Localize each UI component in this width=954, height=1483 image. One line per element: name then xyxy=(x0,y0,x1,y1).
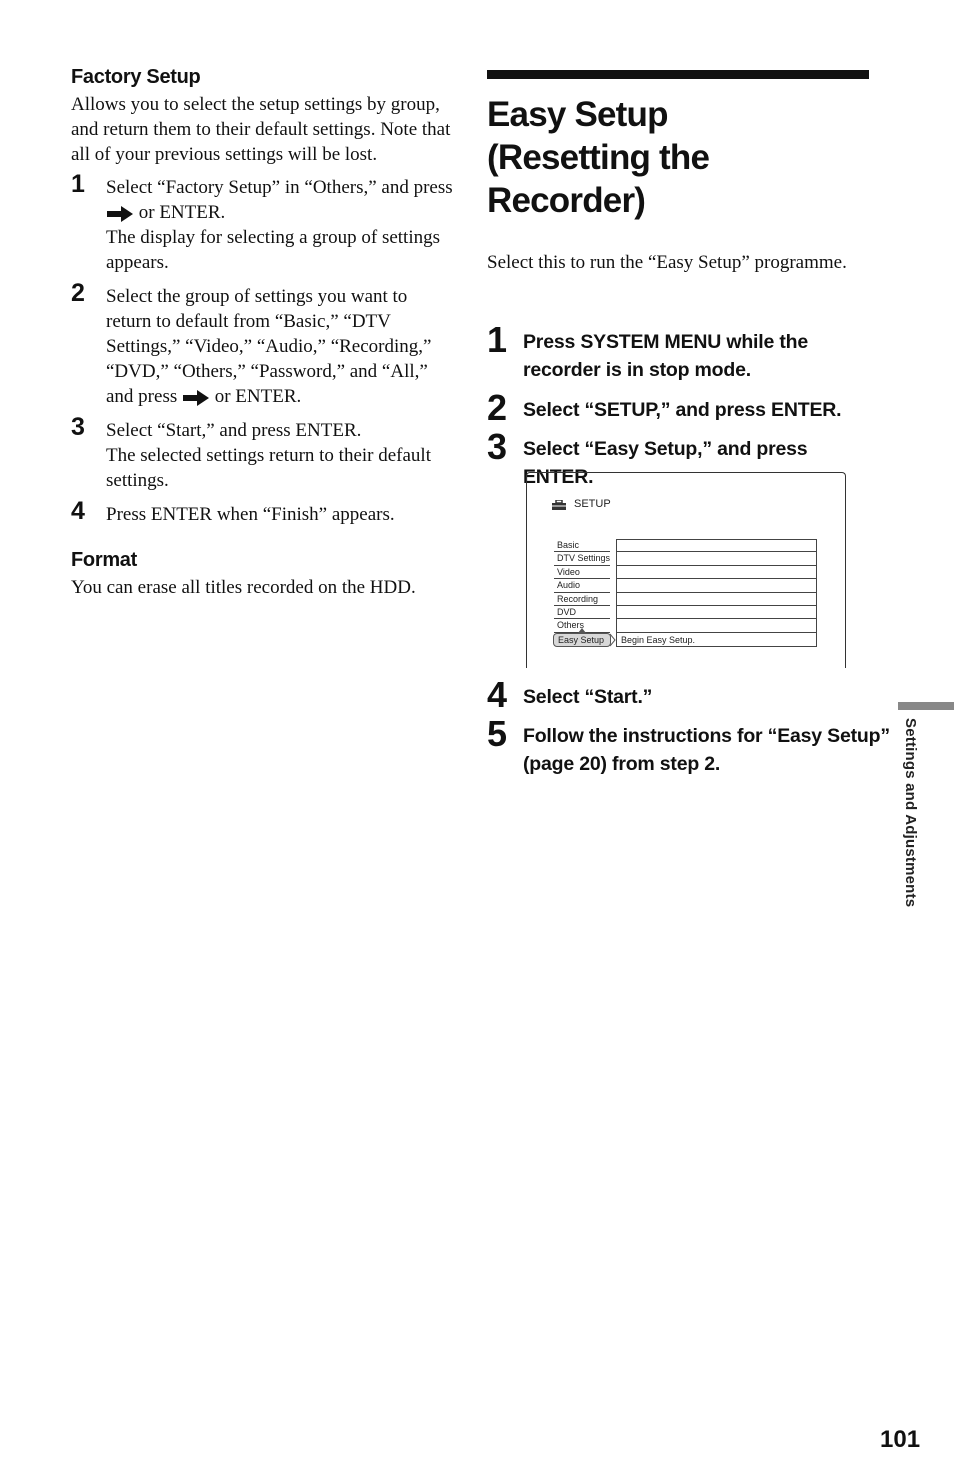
menu-item-audio[interactable]: Audio xyxy=(554,579,610,592)
menu-item-others[interactable]: Others xyxy=(554,619,610,632)
chevron-up-icon xyxy=(578,628,586,633)
easy-step-1 xyxy=(487,319,869,384)
step-number: 1 xyxy=(487,319,507,360)
menu-item-dvd[interactable]: DVD xyxy=(554,606,610,619)
menu-value-row xyxy=(616,606,817,619)
right-arrow-icon xyxy=(182,390,210,406)
step-number: 5 xyxy=(487,713,507,754)
easy-step-4 xyxy=(487,674,905,715)
factory-step-3 xyxy=(71,413,456,493)
step-number: 4 xyxy=(71,497,85,525)
factory-step-2 xyxy=(71,279,456,409)
step-number: 2 xyxy=(487,387,507,428)
menu-value-row xyxy=(616,579,817,592)
easy-setup-intro: Select this to run the “Easy Setup” programme. xyxy=(487,252,847,273)
format-heading: Format xyxy=(71,549,137,571)
page-number: 101 xyxy=(880,1426,921,1453)
menu-item-dtv-settings[interactable]: DTV Settings xyxy=(554,552,610,565)
step-text: Press ENTER when “Finish” appears. xyxy=(106,504,395,525)
step-number: 4 xyxy=(487,674,507,715)
menu-item-video[interactable]: Video xyxy=(554,566,610,579)
setup-menu-screen xyxy=(526,472,846,668)
menu-item-recording[interactable]: Recording xyxy=(554,593,610,606)
left-column xyxy=(71,64,456,600)
step-text: Follow the instructions for “Easy Setup” (page 20) from step 2. xyxy=(523,725,890,775)
factory-step-4 xyxy=(71,497,456,527)
step-note: The selected settings return to their default settings. xyxy=(106,445,431,491)
side-tab-label: Settings and Adjustments xyxy=(902,718,919,908)
factory-step-1 xyxy=(71,170,456,275)
menu-value-row xyxy=(616,593,817,606)
menu-value-row xyxy=(616,539,817,552)
menu-value-row xyxy=(616,619,817,633)
step-text-tail: or ENTER. xyxy=(214,386,302,407)
step-text: Press SYSTEM MENU while the recorder is in stop mode. xyxy=(523,331,809,381)
page-title: Easy Setup (Resetting the Recorder) xyxy=(487,95,710,220)
menu-item-basic[interactable]: Basic xyxy=(554,539,610,552)
toolbox-icon xyxy=(551,500,567,510)
title-rule xyxy=(487,70,869,79)
menu-value-row xyxy=(616,552,817,565)
step-number: 3 xyxy=(487,426,507,467)
side-tab-marker xyxy=(898,702,954,710)
step-text: Select “SETUP,” and press ENTER. xyxy=(523,399,842,421)
chevron-right-icon xyxy=(610,633,616,647)
step-text: Select “Factory Setup” in “Others,” and press xyxy=(106,177,453,198)
right-arrow-icon xyxy=(106,206,134,222)
factory-setup-intro: Allows you to select the setup settings by group, and return them to their default settings. Note that all of your previous settings will be lost. xyxy=(71,94,451,165)
right-column xyxy=(487,70,869,491)
factory-setup-heading: Factory Setup xyxy=(71,66,201,88)
step-text: Select “Start,” and press ENTER. xyxy=(106,420,362,441)
step-text: Select “Start.” xyxy=(523,686,653,708)
easy-step-5 xyxy=(487,713,905,778)
step-text: Select “Easy Setup,” and press ENTER. xyxy=(523,438,808,488)
step-text: Select the group of settings you want to return to default from “Basic,” “DTV Settings,” “Video,” “Audio,” “Recording,” “DVD,” “Others,” “Password,” and “All,” and press xyxy=(106,286,432,407)
step-text-tail: or ENTER. xyxy=(138,202,226,223)
format-text: You can erase all titles recorded on the HDD. xyxy=(71,577,416,598)
step-note: The display for selecting a group of settings appears. xyxy=(106,227,441,273)
step-number: 2 xyxy=(71,279,85,307)
menu-item-description: Begin Easy Setup. xyxy=(621,635,696,645)
easy-step-2 xyxy=(487,387,869,428)
menu-item-easy-setup[interactable]: Easy Setup xyxy=(553,633,611,647)
step-number: 3 xyxy=(71,413,85,441)
menu-title: SETUP xyxy=(574,498,611,510)
step-number: 1 xyxy=(71,170,85,198)
menu-value-row xyxy=(616,566,817,579)
